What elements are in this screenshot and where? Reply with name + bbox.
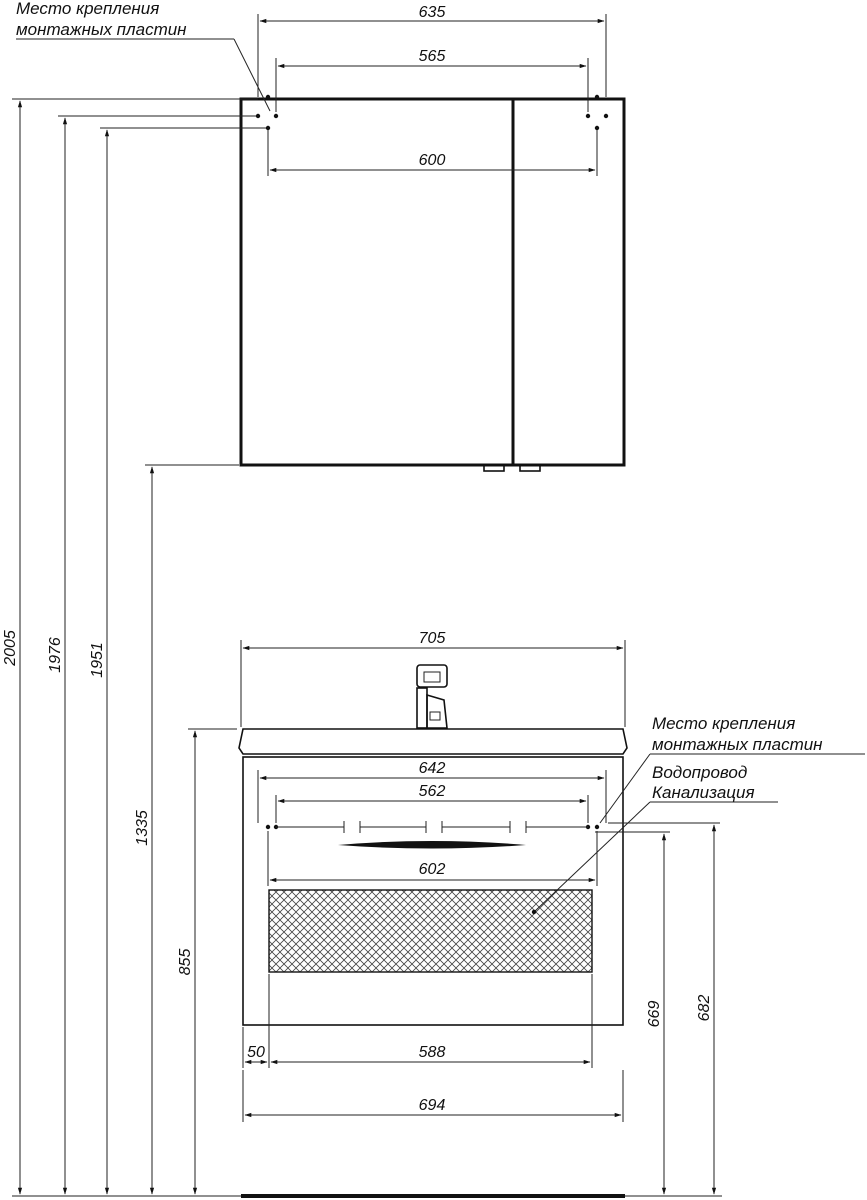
- cabinet-mount-point: [266, 95, 270, 99]
- dim-label: 588: [418, 1044, 446, 1061]
- note-line: Канализация: [652, 783, 755, 802]
- dim-height-total: [2, 99, 258, 1194]
- dim-label: 565: [418, 48, 446, 65]
- dim-label: 669: [646, 1000, 663, 1028]
- dim-height-pipes: [595, 832, 670, 1194]
- vanity: [239, 665, 627, 1196]
- dim-label: 855: [177, 948, 194, 976]
- dim-label: 1335: [134, 810, 151, 846]
- dim-label: 694: [418, 1097, 446, 1114]
- dim-cabinet-mount-outer: [268, 130, 597, 176]
- note-line: Водопровод: [652, 763, 748, 782]
- dim-label: 562: [418, 783, 446, 800]
- dim-vanity-mount-inner: [276, 783, 588, 823]
- note-line: монтажных пластин: [16, 20, 187, 39]
- dim-label: 635: [418, 4, 446, 21]
- dim-label: 705: [418, 630, 446, 647]
- dim-label: 642: [418, 760, 446, 777]
- note-line: Место крепления: [652, 714, 796, 733]
- note-line: Место крепления: [16, 0, 160, 18]
- vanity-mount-point: [266, 825, 270, 829]
- cabinet-mount-point: [595, 126, 599, 130]
- dim-label: 2005: [2, 630, 19, 666]
- note-mount-top: [16, 0, 270, 111]
- dim-vanity-offset-drawer: [243, 974, 592, 1068]
- faucet: [417, 665, 447, 728]
- vanity-mount-point: [595, 825, 599, 829]
- countertop: [239, 729, 627, 754]
- dim-vanity-body: [243, 1070, 623, 1122]
- note-line: монтажных пластин: [652, 735, 823, 754]
- drawer-handle: [338, 841, 526, 849]
- dim-height-vanity-top: [177, 729, 237, 1194]
- dim-vanity-drawer-mount: [268, 831, 597, 886]
- dim-label: 1976: [47, 637, 64, 673]
- cabinet-mount-point: [274, 114, 278, 118]
- cabinet-mount-point: [604, 114, 608, 118]
- dim-cabinet-mount-inner: [276, 48, 588, 112]
- cabinet-mount-point: [586, 114, 590, 118]
- dim-label: 602: [418, 861, 446, 878]
- cabinet-mount-point: [595, 95, 599, 99]
- dim-height-mount-bottom: [89, 128, 266, 1194]
- dim-label: 1951: [89, 642, 106, 678]
- dim-label: 600: [418, 152, 446, 169]
- cabinet-mount-point: [256, 114, 260, 118]
- dim-label: 682: [696, 994, 713, 1022]
- dim-height-cabinet-bottom: [134, 465, 239, 1194]
- cabinet-mount-point: [266, 126, 270, 130]
- dim-label: 50: [247, 1044, 265, 1061]
